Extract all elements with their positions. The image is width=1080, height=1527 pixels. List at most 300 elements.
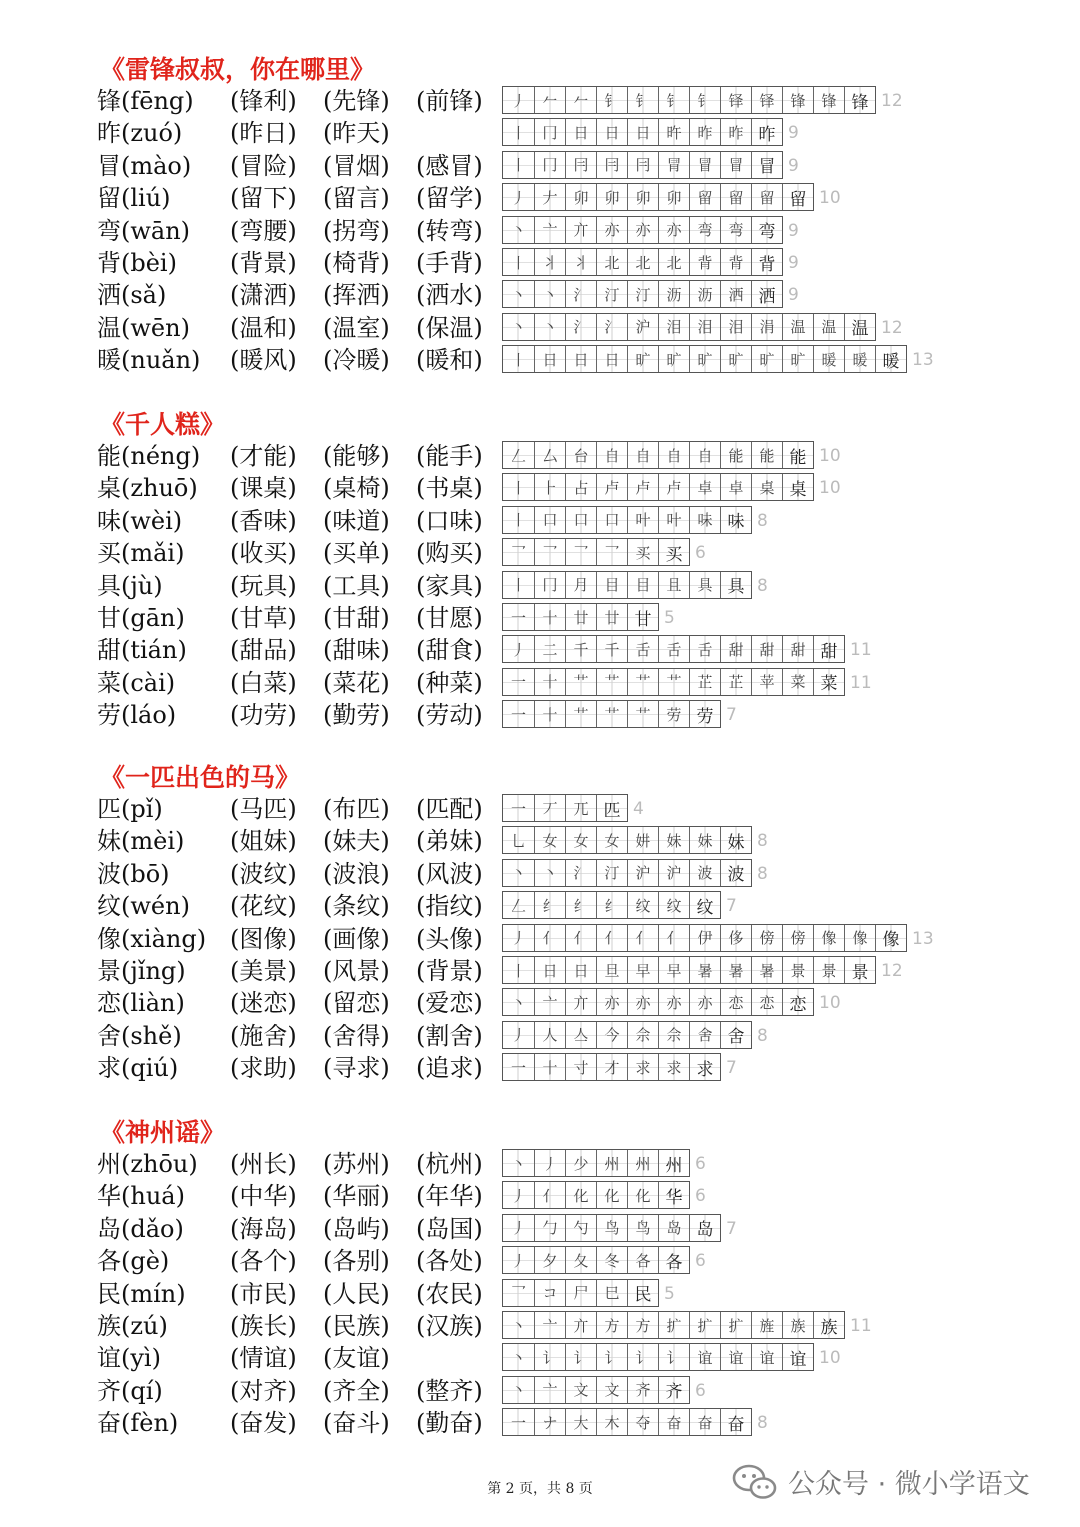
stroke-cell: 丨 [503,572,534,598]
stroke-cell: 舍 [689,1022,720,1048]
word-example: (情谊) [230,1344,297,1373]
stroke-count: 9 [788,123,799,144]
stroke-cell: 丶 [503,314,534,340]
word-example: (寻求) [323,1054,390,1083]
stroke-cell: 丿 [503,1022,534,1048]
stroke-cell: 亻 [565,925,596,951]
word-example: (各别) [323,1247,390,1276]
stroke-cell: 甘 [627,604,658,630]
stroke-cell: 十 [534,1054,565,1080]
stroke-order-grid [502,1311,845,1339]
stroke-cell: 北 [596,249,627,275]
stroke-cell: 波 [720,860,751,886]
stroke-cell: 丆 [534,795,565,821]
stroke-cell: 具 [689,572,720,598]
stroke-cell: 乛 [596,539,627,565]
word-example: (暖风) [230,346,297,375]
stroke-cell: 亠 [534,1377,565,1403]
word-example: (马匹) [230,795,297,823]
stroke-count: 7 [726,896,737,917]
stroke-cell: 纟 [565,892,596,918]
stroke-cell: 冃 [565,152,596,178]
stroke-order-grid [502,1408,752,1436]
character-pinyin: 菜(cài) [97,668,176,697]
character-pinyin: 背(bèi) [97,249,177,277]
stroke-cell: 锋 [782,87,813,113]
stroke-cell: 纟 [596,892,627,918]
stroke-cell: 留 [751,184,782,210]
stroke-cell: 扩 [658,1312,689,1338]
stroke-cell: 丶 [503,1344,534,1370]
stroke-cell: 冂 [534,119,565,145]
word-example: (各处) [416,1247,483,1276]
stroke-cell: 丶 [503,860,534,886]
stroke-order-grid [502,635,845,663]
word-example: (先锋) [323,87,390,115]
stroke-cell: 族 [813,1312,844,1338]
stroke-cell: 厶 [534,442,565,468]
word-example: (感冒) [416,151,483,180]
watermark-text: 公众号 · 微小学语文 [788,1469,1030,1500]
stroke-cell: 丨 [503,474,534,500]
stroke-cell: 弯 [720,217,751,243]
stroke-cell: 亦 [658,217,689,243]
stroke-cell: 𠃋 [503,442,534,468]
stroke-cell: 沥 [658,281,689,307]
word-example: (爱恋) [416,989,483,1018]
character-pinyin: 像(xiàng) [97,924,207,953]
stroke-cell: 亠 [534,217,565,243]
character-pinyin: 波(bō) [97,859,170,888]
stroke-cell: 亦 [658,989,689,1015]
word-example: (妹夫) [323,827,390,856]
stroke-cell: 且 [658,572,689,598]
word-example: (能手) [416,442,483,470]
stroke-cell: 亦 [689,989,720,1015]
word-example: (甜品) [230,636,297,665]
stroke-cell: 暖 [875,346,906,372]
word-example: (味道) [323,506,390,535]
stroke-cell: 日 [565,346,596,372]
word-example: (前锋) [416,87,483,115]
stroke-cell: 氵 [596,314,627,340]
stroke-cell: 日 [596,119,627,145]
stroke-cell: 丿 [503,636,534,662]
lesson-title: 《雷锋叔叔，你在哪里》 [100,55,376,84]
word-example: (甜味) [323,636,390,665]
stroke-cell: 能 [782,442,813,468]
stroke-cell: 暑 [689,957,720,983]
word-example: (口味) [416,506,483,535]
word-example: (冒烟) [323,151,390,180]
stroke-cell: 亠 [534,1312,565,1338]
stroke-cell: 文 [565,1377,596,1403]
character-row [0,699,1080,731]
stroke-cell: 自 [596,442,627,468]
character-row [0,1342,1080,1374]
stroke-cell: 才 [596,1054,627,1080]
character-row [0,279,1080,311]
stroke-cell: 卯 [627,184,658,210]
stroke-cell: 景 [813,957,844,983]
word-example: (中华) [230,1182,297,1211]
word-example: (椅背) [323,249,390,277]
stroke-order-grid [502,280,783,308]
stroke-cell: 背 [689,249,720,275]
character-pinyin: 甜(tián) [97,636,187,665]
character-pinyin: 劳(láo) [97,701,177,730]
word-example: (头像) [416,924,483,953]
stroke-order-grid [502,924,907,952]
word-example: (条纹) [323,892,390,921]
stroke-cell: 留 [689,184,720,210]
stroke-cell: 扩 [689,1312,720,1338]
stroke-count: 8 [757,510,768,531]
stroke-cell: 芷 [689,669,720,695]
stroke-count: 11 [850,1316,872,1336]
word-example: (留学) [416,184,483,213]
stroke-cell: 尸 [565,1280,596,1306]
word-example: (玩具) [230,571,297,600]
word-example: (风景) [323,957,390,985]
stroke-cell: 傍 [751,925,782,951]
character-pinyin: 各(gè) [97,1247,170,1276]
stroke-cell: 锋 [844,87,875,113]
stroke-cell: 钅 [689,87,720,113]
word-example: (书桌) [416,474,483,503]
lesson-title: 《神州谣》 [100,1118,226,1147]
character-row [0,634,1080,666]
stroke-cell: 丶 [503,1312,534,1338]
character-row [0,182,1080,214]
character-row [0,1375,1080,1407]
stroke-count: 9 [788,285,799,306]
stroke-cell: 叶 [627,507,658,533]
stroke-cell: 求 [689,1054,720,1080]
character-row [0,215,1080,247]
word-example: (留下) [230,184,297,213]
stroke-cell: 伊 [689,925,720,951]
stroke-cell: 丶 [503,989,534,1015]
stroke-count: 12 [881,91,903,111]
stroke-cell: 寸 [565,1054,596,1080]
stroke-cell: 艹 [565,701,596,727]
stroke-cell: 谊 [720,1344,751,1370]
word-example: (桌椅) [323,474,390,503]
stroke-cell: 乚 [503,827,534,853]
word-example: (匹配) [416,795,483,823]
stroke-cell: 妹 [689,827,720,853]
stroke-cell: 暖 [844,346,875,372]
stroke-cell: 一 [503,1409,534,1435]
word-example: (潇洒) [230,281,297,310]
word-example: (锋利) [230,87,297,115]
stroke-order-grid [502,506,752,534]
stroke-count: 6 [695,1251,706,1272]
stroke-cell: 劳 [658,701,689,727]
stroke-cell: 舌 [658,636,689,662]
stroke-cell: 卯 [565,184,596,210]
word-example: (年华) [416,1182,483,1211]
stroke-cell: 求 [658,1054,689,1080]
stroke-cell: 钅 [596,87,627,113]
wechat-icon [732,1463,778,1501]
stroke-cell: 景 [844,957,875,983]
character-row [0,117,1080,149]
word-example: (整齐) [416,1376,483,1405]
word-example: (白菜) [230,668,297,697]
stroke-cell: 温 [844,314,875,340]
stroke-cell: 女 [565,827,596,853]
stroke-cell: 冒 [720,152,751,178]
character-pinyin: 景(jǐng) [97,957,186,985]
word-example: (拐弯) [323,216,390,245]
character-pinyin: 谊(yì) [97,1344,161,1373]
stroke-order-grid [502,473,814,501]
stroke-cell: 族 [782,1312,813,1338]
stroke-cell: 背 [751,249,782,275]
stroke-cell: 叶 [658,507,689,533]
word-example: (冒险) [230,151,297,180]
stroke-cell: 丶 [503,1377,534,1403]
character-row [0,505,1080,537]
stroke-cell: 丬 [565,249,596,275]
stroke-cell: 菜 [782,669,813,695]
character-pinyin: 冒(mào) [97,151,192,180]
word-example: (岛国) [416,1214,483,1243]
stroke-order-grid [502,603,659,631]
character-row [0,85,1080,117]
character-row [0,344,1080,376]
word-example: (苏州) [323,1150,390,1178]
stroke-cell: 一 [503,701,534,727]
stroke-cell: 旿 [658,119,689,145]
stroke-cell: 桌 [782,474,813,500]
word-example: (背景) [416,957,483,985]
stroke-cell: 妹 [720,827,751,853]
stroke-order-grid [502,1279,659,1307]
stroke-order-grid [502,668,845,696]
stroke-count: 10 [819,188,841,209]
word-example: (奋发) [230,1409,297,1438]
stroke-cell: 占 [565,474,596,500]
stroke-cell: 像 [844,925,875,951]
stroke-order-grid [502,1021,752,1049]
character-row [0,1407,1080,1439]
character-row [0,858,1080,890]
stroke-cell: 丿 [503,1182,534,1208]
word-example: (华丽) [323,1182,390,1211]
stroke-cell: 亻 [534,1182,565,1208]
stroke-cell: 能 [720,442,751,468]
stroke-cell: 民 [627,1280,658,1306]
word-example: (布匹) [323,795,390,823]
character-pinyin: 温(wēn) [97,313,190,342]
stroke-count: 9 [788,220,799,241]
word-example: (冷暖) [323,346,390,375]
character-row [0,1052,1080,1084]
stroke-cell: 侈 [720,925,751,951]
stroke-count: 8 [757,1413,768,1434]
stroke-cell: 妌 [627,827,658,853]
stroke-count: 5 [664,608,675,628]
stroke-cell: 亼 [565,1022,596,1048]
stroke-order-grid [502,151,783,179]
stroke-cell: 卢 [627,474,658,500]
stroke-cell: 日 [565,119,596,145]
stroke-cell: 兀 [565,795,596,821]
stroke-cell: 化 [627,1182,658,1208]
word-example: (施舍) [230,1021,297,1050]
word-example: (留言) [323,184,390,213]
stroke-cell: 背 [720,249,751,275]
stroke-count: 13 [912,350,934,371]
stroke-cell: 旷 [658,346,689,372]
word-example: (农民) [416,1279,483,1308]
stroke-cell: 冐 [658,152,689,178]
stroke-count: 10 [819,993,841,1014]
stroke-cell: 景 [782,957,813,983]
stroke-cell: 像 [875,925,906,951]
stroke-cell: 亣 [565,1312,596,1338]
stroke-cell: 留 [720,184,751,210]
stroke-count: 8 [757,1025,768,1046]
character-row [0,890,1080,922]
character-row [0,602,1080,634]
stroke-cell: 亣 [565,217,596,243]
stroke-cell: 铎 [751,87,782,113]
character-pinyin: 岛(dǎo) [97,1214,184,1243]
character-row [0,825,1080,857]
stroke-cell: 谊 [689,1344,720,1370]
word-example: (汉族) [416,1312,483,1340]
stroke-cell: 丨 [503,119,534,145]
stroke-cell: 恋 [751,989,782,1015]
stroke-cell: 丿 [503,1215,534,1241]
stroke-order-grid [502,988,814,1016]
stroke-cell: 讠 [596,1344,627,1370]
stroke-cell: 暑 [751,957,782,983]
stroke-cell: 弯 [689,217,720,243]
stroke-cell: 钅 [627,87,658,113]
character-pinyin: 妹(mèi) [97,827,185,856]
stroke-cell: 旷 [782,346,813,372]
stroke-cell: 旷 [689,346,720,372]
stroke-order-grid [502,538,690,566]
stroke-cell: 买 [627,539,658,565]
stroke-cell: 沪 [658,860,689,886]
stroke-count: 8 [757,863,768,884]
word-example: (手背) [416,249,483,277]
stroke-order-grid [502,1376,690,1404]
stroke-cell: 卯 [658,184,689,210]
stroke-cell: 卯 [596,184,627,210]
character-pinyin: 昨(zuó) [97,119,183,148]
word-example: (迷恋) [230,989,297,1018]
word-example: (转弯) [416,216,483,245]
word-example: (劳动) [416,701,483,730]
stroke-cell: 甜 [751,636,782,662]
stroke-cell: 夂 [565,1247,596,1273]
character-row [0,247,1080,279]
stroke-cell: 匹 [596,795,627,821]
word-example: (温室) [323,313,390,342]
word-example: (甜食) [416,636,483,665]
character-row [0,537,1080,569]
stroke-cell: 丿 [503,87,534,113]
stroke-count: 11 [850,672,872,693]
word-example: (勤奋) [416,1409,483,1438]
word-example: (波浪) [323,859,390,888]
stroke-cell: 冒 [689,152,720,178]
stroke-cell: 丨 [503,346,534,372]
stroke-cell: 丶 [503,281,534,307]
stroke-cell: 一 [503,795,534,821]
stroke-count: 7 [726,1058,737,1079]
word-example: (保温) [416,313,483,342]
character-pinyin: 族(zú) [97,1312,168,1340]
character-pinyin: 恋(liàn) [97,989,185,1018]
stroke-cell: 舍 [720,1022,751,1048]
word-example: (弟妹) [416,827,483,856]
stroke-cell: 齐 [627,1377,658,1403]
stroke-cell: 自 [627,442,658,468]
stroke-cell: 自 [658,442,689,468]
stroke-cell: 昨 [751,119,782,145]
stroke-cell: 温 [782,314,813,340]
character-pinyin: 纹(wén) [97,892,190,921]
word-example: (对齐) [230,1376,297,1405]
stroke-cell: 巳 [596,1280,627,1306]
stroke-cell: 纟 [534,892,565,918]
stroke-cell: 𠃋 [503,892,534,918]
stroke-cell: 乛 [503,1280,534,1306]
word-example: (功劳) [230,701,297,730]
stroke-cell: 一 [503,1054,534,1080]
character-pinyin: 弯(wān) [97,216,191,245]
stroke-cell: 口 [534,507,565,533]
character-row [0,312,1080,344]
stroke-order-grid [502,118,783,146]
stroke-cell: 纹 [689,892,720,918]
stroke-cell: 像 [813,925,844,951]
stroke-cell: 丶 [503,1150,534,1176]
stroke-cell: 月 [565,572,596,598]
stroke-cell: 沥 [689,281,720,307]
stroke-cell: 桌 [751,474,782,500]
stroke-cell: 卢 [658,474,689,500]
stroke-cell: 卓 [689,474,720,500]
stroke-cell: 艹 [627,701,658,727]
stroke-cell: 劳 [689,701,720,727]
stroke-cell: 波 [689,860,720,886]
stroke-cell: 芷 [720,669,751,695]
word-example: (追求) [416,1054,483,1083]
stroke-cell: 艹 [627,669,658,695]
stroke-order-grid [502,1053,721,1081]
stroke-cell: 亦 [596,989,627,1015]
stroke-cell: 具 [720,572,751,598]
stroke-cell: 舌 [689,636,720,662]
stroke-order-grid [502,826,752,854]
stroke-cell: 丿 [503,184,534,210]
stroke-cell: 𠂇 [534,184,565,210]
stroke-cell: 乛 [534,539,565,565]
word-example: (买单) [323,539,390,568]
stroke-cell: 𠂉 [534,87,565,113]
stroke-cell: 泪 [658,314,689,340]
stroke-count: 10 [819,446,841,466]
